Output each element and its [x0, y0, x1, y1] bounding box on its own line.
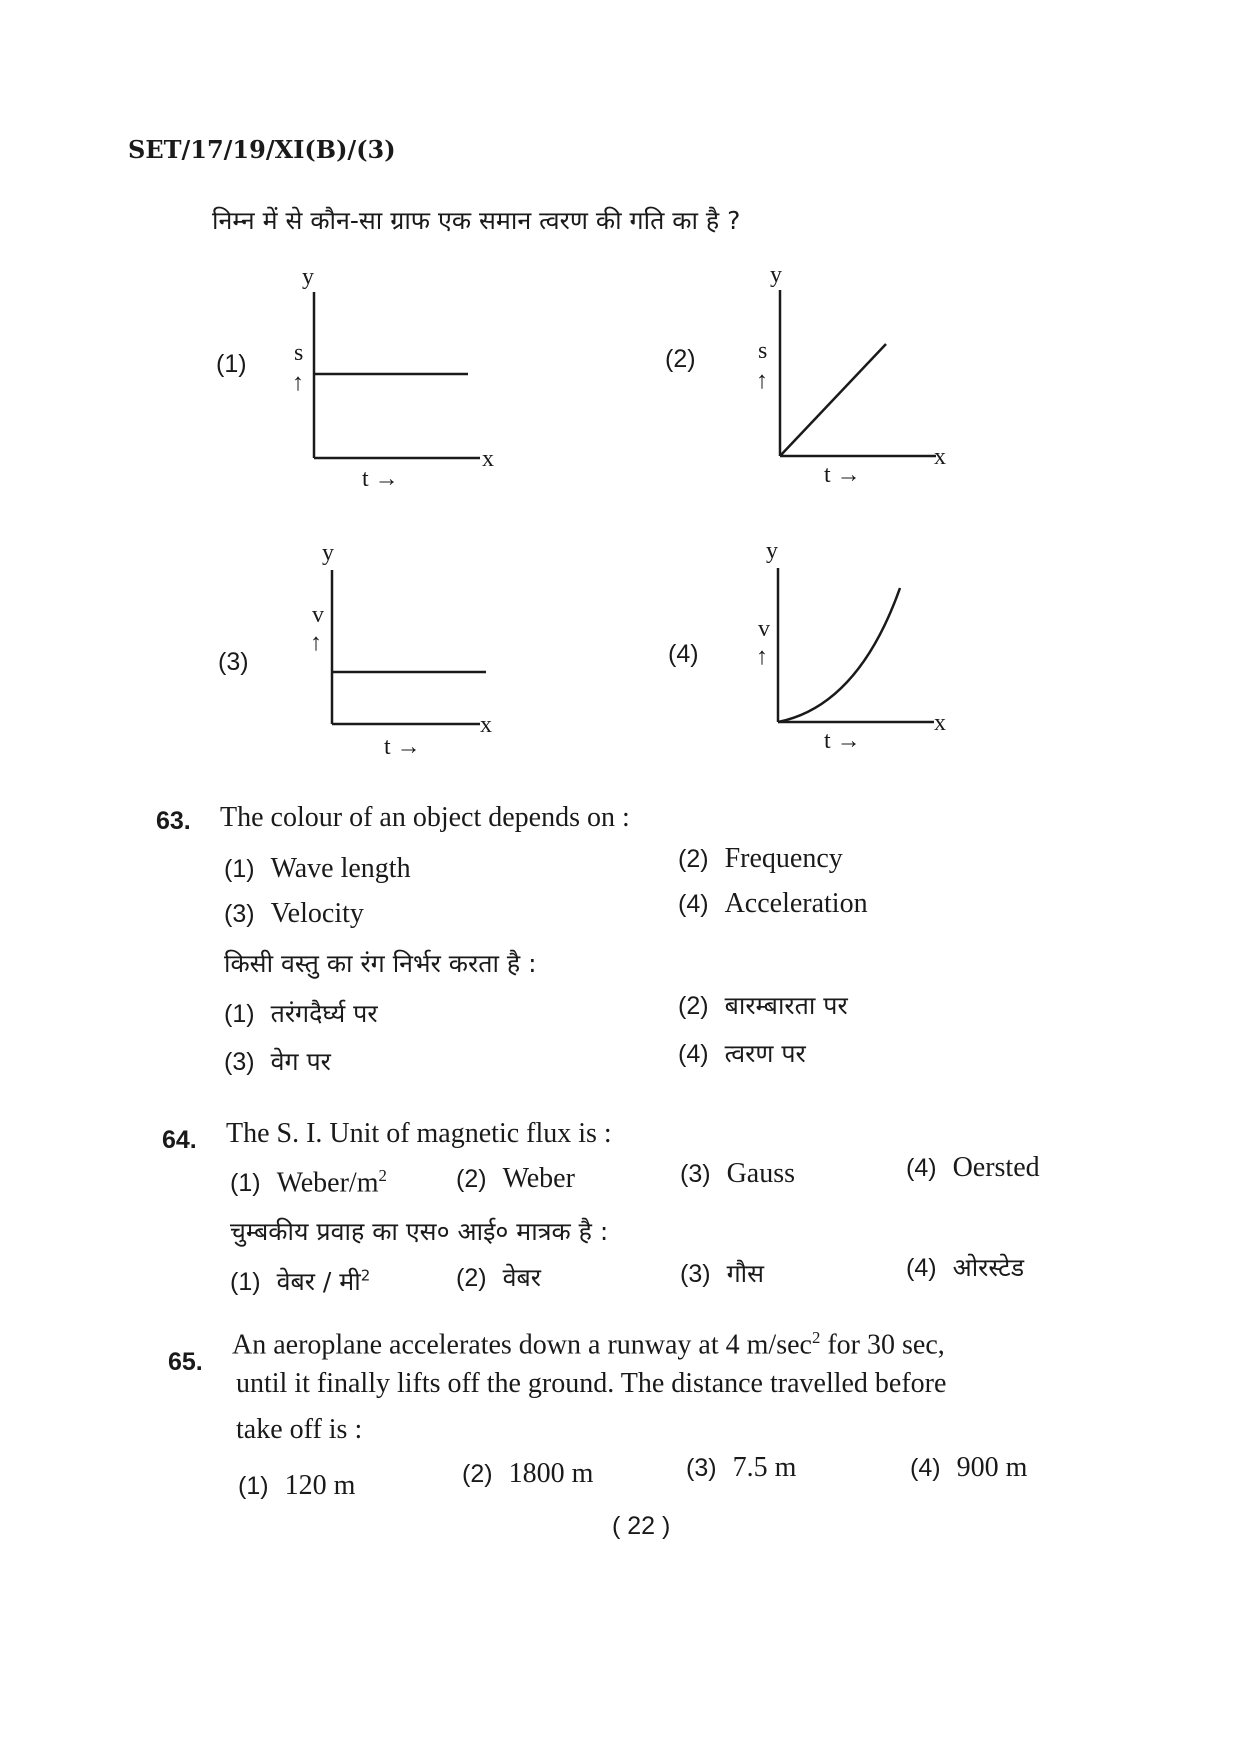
option-superscript: 2 [360, 1266, 371, 1285]
option-text: 1800 m [508, 1458, 594, 1489]
q63-hindi-question: किसी वस्तु का रंग निर्भर करता है : [224, 949, 537, 978]
q65-line-1 [232, 1328, 945, 1361]
graph-4-curve [778, 588, 900, 722]
graph-4-y-axis-label: y [766, 538, 778, 564]
option-text: Frequency [724, 843, 843, 874]
option-number: (2) [678, 845, 709, 873]
q65-line-1-superscript: 2 [811, 1328, 821, 1347]
q65-option-4 [910, 1452, 1027, 1484]
option-text: ओरस्टेड [952, 1253, 1025, 1282]
q65-line-3: take off is : [236, 1414, 363, 1445]
option-number: (4) [906, 1254, 937, 1282]
option-number: (1) [224, 1000, 255, 1028]
page-number: ( 22 ) [612, 1512, 671, 1540]
graph-4-x-axis-label: x [934, 710, 946, 736]
option-text: त्वरण पर [724, 1039, 806, 1068]
graph-3-y-axis-label: y [322, 540, 334, 566]
option-text: 900 m [956, 1452, 1028, 1483]
option-number: (1) [230, 1268, 261, 1296]
graph-3-t-label: t → [384, 734, 421, 760]
q63-option-2 [678, 843, 843, 875]
option-number: (3) [224, 1048, 255, 1076]
graph-1-y-axis-label: y [302, 264, 314, 290]
graph-1-arrow: ↑ [292, 370, 304, 396]
option-text: 7.5 m [732, 1452, 797, 1483]
q64-number: 64. [162, 1126, 197, 1154]
q64-hindi-option-1 [230, 1264, 370, 1298]
q65-option-2 [462, 1458, 593, 1490]
q65-number: 65. [168, 1348, 203, 1376]
q63-number: 63. [156, 807, 191, 835]
q64-hindi-option-3 [680, 1256, 764, 1290]
option-number: (2) [456, 1264, 487, 1292]
graph-2-curve [780, 344, 886, 456]
q65-option-3 [686, 1452, 796, 1484]
q64-hindi-question: चुम्बकीय प्रवाह का एस० आई० मात्रक है : [230, 1217, 609, 1246]
graph-4-arrow: ↑ [756, 644, 768, 670]
graph-3-x-axis-label: x [480, 712, 492, 738]
q64-hindi-option-2 [456, 1260, 541, 1294]
option-text: Acceleration [724, 888, 868, 919]
option-number: (4) [906, 1154, 937, 1182]
option-text: 120 m [284, 1470, 356, 1501]
option-number: (4) [678, 890, 709, 918]
graph-1-label: (1) [216, 350, 247, 378]
q62-hindi-question: निम्न में से कौन-सा ग्राफ एक समान त्वरण की गति का है ? [212, 206, 741, 235]
q64-hindi-option-4 [906, 1250, 1024, 1284]
graph-2 [748, 260, 978, 490]
graph-1-t-label: t → [362, 466, 399, 492]
q64-option-1 [230, 1166, 387, 1199]
q63-hindi-option-2 [678, 988, 848, 1022]
graph-2-x-axis-label: x [934, 444, 946, 470]
q65-line-2: until it finally lifts off the ground. The distance travelled before [236, 1368, 947, 1399]
option-number: (3) [686, 1454, 717, 1482]
option-text: Oersted [952, 1152, 1040, 1183]
paper-code: SET/17/19/XI(B)/(3) [128, 135, 396, 164]
q63-option-4 [678, 888, 868, 920]
option-number: (4) [910, 1454, 941, 1482]
q63-question: The colour of an object depends on : [220, 802, 630, 833]
graph-3-label: (3) [218, 648, 249, 676]
option-text: Gauss [726, 1158, 796, 1189]
option-text: Weber/m [276, 1167, 379, 1199]
graph-2-y-axis-label: y [770, 262, 782, 288]
q63-option-1 [224, 853, 411, 885]
graph-1-x-axis-label: x [482, 446, 494, 472]
q65-line-1-a: An aeroplane accelerates down a runway at 4 m/sec [232, 1329, 812, 1361]
option-number: (2) [678, 992, 709, 1020]
option-number: (3) [224, 900, 255, 928]
graph-3-arrow: ↑ [310, 630, 322, 656]
option-number: (4) [678, 1040, 709, 1068]
graph-1-quantity-label: s [294, 340, 304, 366]
option-text: Weber [502, 1163, 575, 1194]
q63-hindi-option-1 [224, 996, 378, 1030]
graph-4 [748, 536, 978, 766]
option-number: (1) [224, 855, 255, 883]
option-number: (2) [462, 1460, 493, 1488]
q65-line-1-b: for 30 sec, [820, 1329, 945, 1361]
option-number: (1) [238, 1472, 269, 1500]
option-number: (2) [456, 1165, 487, 1193]
option-text: वेबर / मी [276, 1267, 361, 1296]
q64-question: The S. I. Unit of magnetic flux is : [226, 1118, 612, 1149]
graph-4-quantity-label: v [758, 616, 770, 642]
graph-2-quantity-label: s [758, 338, 768, 364]
graph-2-label: (2) [665, 345, 696, 373]
option-number: (3) [680, 1160, 711, 1188]
option-text: तरंगदैर्घ्य पर [270, 999, 378, 1028]
q63-hindi-option-4 [678, 1036, 806, 1070]
graph-3 [300, 538, 530, 768]
graph-3-quantity-label: v [312, 602, 324, 628]
option-number: (1) [230, 1169, 261, 1198]
graph-4-t-label: t → [824, 728, 861, 754]
graph-4-label: (4) [668, 640, 699, 668]
graph-2-arrow: ↑ [756, 368, 768, 394]
option-text: गौस [726, 1259, 765, 1288]
graph-1 [280, 262, 510, 492]
q64-option-3 [680, 1158, 795, 1190]
q65-option-1 [238, 1470, 355, 1502]
q64-option-4 [906, 1152, 1040, 1184]
option-superscript: 2 [378, 1166, 387, 1185]
q63-option-3 [224, 898, 364, 930]
q64-option-2 [456, 1163, 575, 1195]
option-text: वेबर [502, 1263, 541, 1292]
option-number: (3) [680, 1260, 711, 1288]
option-text: बारम्बारता पर [724, 991, 848, 1020]
option-text: वेग पर [270, 1047, 331, 1076]
option-text: Velocity [270, 898, 364, 929]
q63-hindi-option-3 [224, 1044, 331, 1078]
option-text: Wave length [270, 853, 411, 884]
graph-2-t-label: t → [824, 462, 861, 488]
